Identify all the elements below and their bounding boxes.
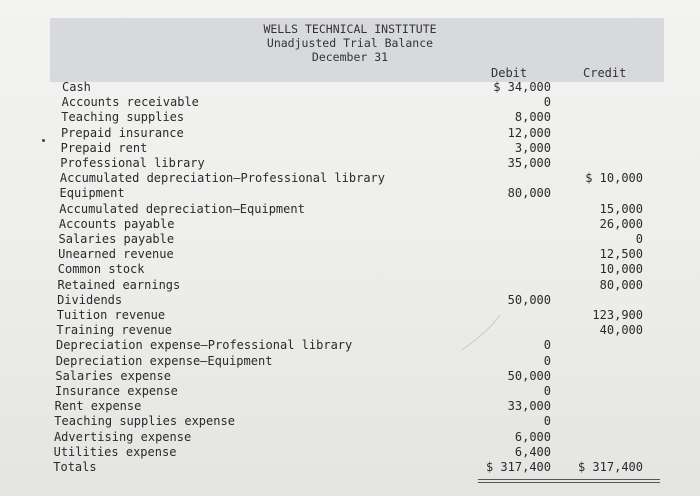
- table-row: [0, 156, 700, 171]
- account-label: Totals: [53, 460, 97, 474]
- account-label: Depreciation expense—Equipment: [55, 353, 273, 368]
- account-label: Insurance expense: [55, 384, 178, 398]
- table-row: [0, 384, 700, 399]
- account-label: Teaching supplies expense: [54, 414, 235, 429]
- table-row: [0, 414, 700, 429]
- report-title: Unadjusted Trial Balance: [266, 36, 434, 50]
- credit-amount: 15,000: [599, 201, 643, 216]
- debit-amount: 0: [543, 95, 551, 110]
- debit-amount: 80,000: [507, 186, 551, 201]
- account-label: Prepaid rent: [60, 140, 148, 155]
- account-label: Utilities expense: [53, 444, 177, 459]
- table-row: [0, 430, 700, 445]
- debit-amount: 0: [543, 353, 551, 368]
- debit-amount: 0: [543, 338, 551, 353]
- debit-amount: 8,000: [514, 110, 551, 125]
- credit-amount: 12,500: [599, 247, 643, 262]
- debit-amount: 3,000: [514, 140, 551, 155]
- table-row: [0, 460, 700, 475]
- table-row: [0, 217, 700, 232]
- account-label: Accounts payable: [58, 216, 175, 231]
- account-label: Salaries payable: [58, 232, 175, 246]
- table-row: [0, 80, 700, 95]
- debit-amount: 33,000: [507, 399, 551, 414]
- credit-amount: 10,000: [599, 262, 643, 277]
- debit-amount: 12,000: [507, 125, 551, 140]
- table-row: [0, 126, 700, 141]
- credit-amount: 40,000: [599, 323, 643, 338]
- account-label: Unearned revenue: [58, 247, 174, 262]
- credit-amount: $ 10,000: [585, 171, 643, 186]
- totals-double-underline: [478, 482, 660, 483]
- credit-amount: 26,000: [599, 216, 643, 231]
- account-label: Rent expense: [54, 399, 142, 414]
- account-label: Cash: [62, 80, 91, 94]
- table-row: [0, 278, 700, 293]
- credit-column-header: Credit: [583, 66, 627, 80]
- table-row: [0, 232, 700, 247]
- table-row: [0, 293, 700, 308]
- debit-amount: 6,000: [514, 429, 551, 444]
- account-label: Accumulated depreciation—Equipment: [59, 201, 305, 216]
- report-date: December 31: [311, 50, 389, 64]
- table-row: [0, 171, 700, 186]
- totals-underline: [478, 479, 660, 480]
- table-row: [0, 202, 700, 217]
- table-row: [0, 110, 700, 125]
- debit-amount: 35,000: [507, 156, 551, 170]
- debit-amount: 6,400: [514, 444, 551, 459]
- table-row: [0, 445, 700, 460]
- table-row: [0, 186, 700, 201]
- account-label: Depreciation expense—Professional library: [56, 338, 353, 353]
- debit-amount: 50,000: [507, 292, 551, 307]
- table-row: [0, 354, 700, 369]
- credit-amount: 0: [635, 232, 643, 246]
- account-label: Prepaid insurance: [60, 125, 184, 140]
- account-label: Common stock: [57, 262, 145, 277]
- account-label: Training revenue: [56, 323, 172, 338]
- account-label: Salaries expense: [55, 368, 171, 383]
- credit-amount: $ 317,400: [577, 460, 643, 474]
- table-row: [0, 323, 700, 338]
- company-name: WELLS TECHNICAL INSTITUTE: [263, 22, 437, 36]
- debit-amount: 0: [543, 384, 551, 398]
- debit-amount: $ 34,000: [493, 80, 551, 94]
- account-label: Equipment: [59, 186, 125, 201]
- table-row: [0, 338, 700, 353]
- credit-amount: 80,000: [599, 277, 643, 292]
- account-label: Professional library: [60, 156, 205, 170]
- table-row: [0, 141, 700, 156]
- account-label: Accounts receivable: [61, 95, 199, 110]
- account-label: Advertising expense: [53, 429, 192, 444]
- table-row: [0, 262, 700, 277]
- table-row: [0, 308, 700, 323]
- debit-amount: $ 317,400: [485, 460, 551, 474]
- credit-amount: 123,900: [592, 308, 643, 322]
- table-row: [0, 247, 700, 262]
- account-label: Tuition revenue: [56, 308, 166, 322]
- debit-amount: 50,000: [507, 368, 551, 383]
- table-row: [0, 369, 700, 384]
- account-label: Retained earnings: [57, 277, 181, 292]
- table-row: [0, 399, 700, 414]
- account-label: Teaching supplies: [61, 110, 185, 125]
- debit-amount: 0: [543, 414, 551, 429]
- account-label: Dividends: [57, 292, 123, 307]
- account-label: Accumulated depreciation—Professional library: [59, 171, 385, 186]
- table-row: [0, 95, 700, 110]
- debit-column-header: Debit: [491, 66, 528, 80]
